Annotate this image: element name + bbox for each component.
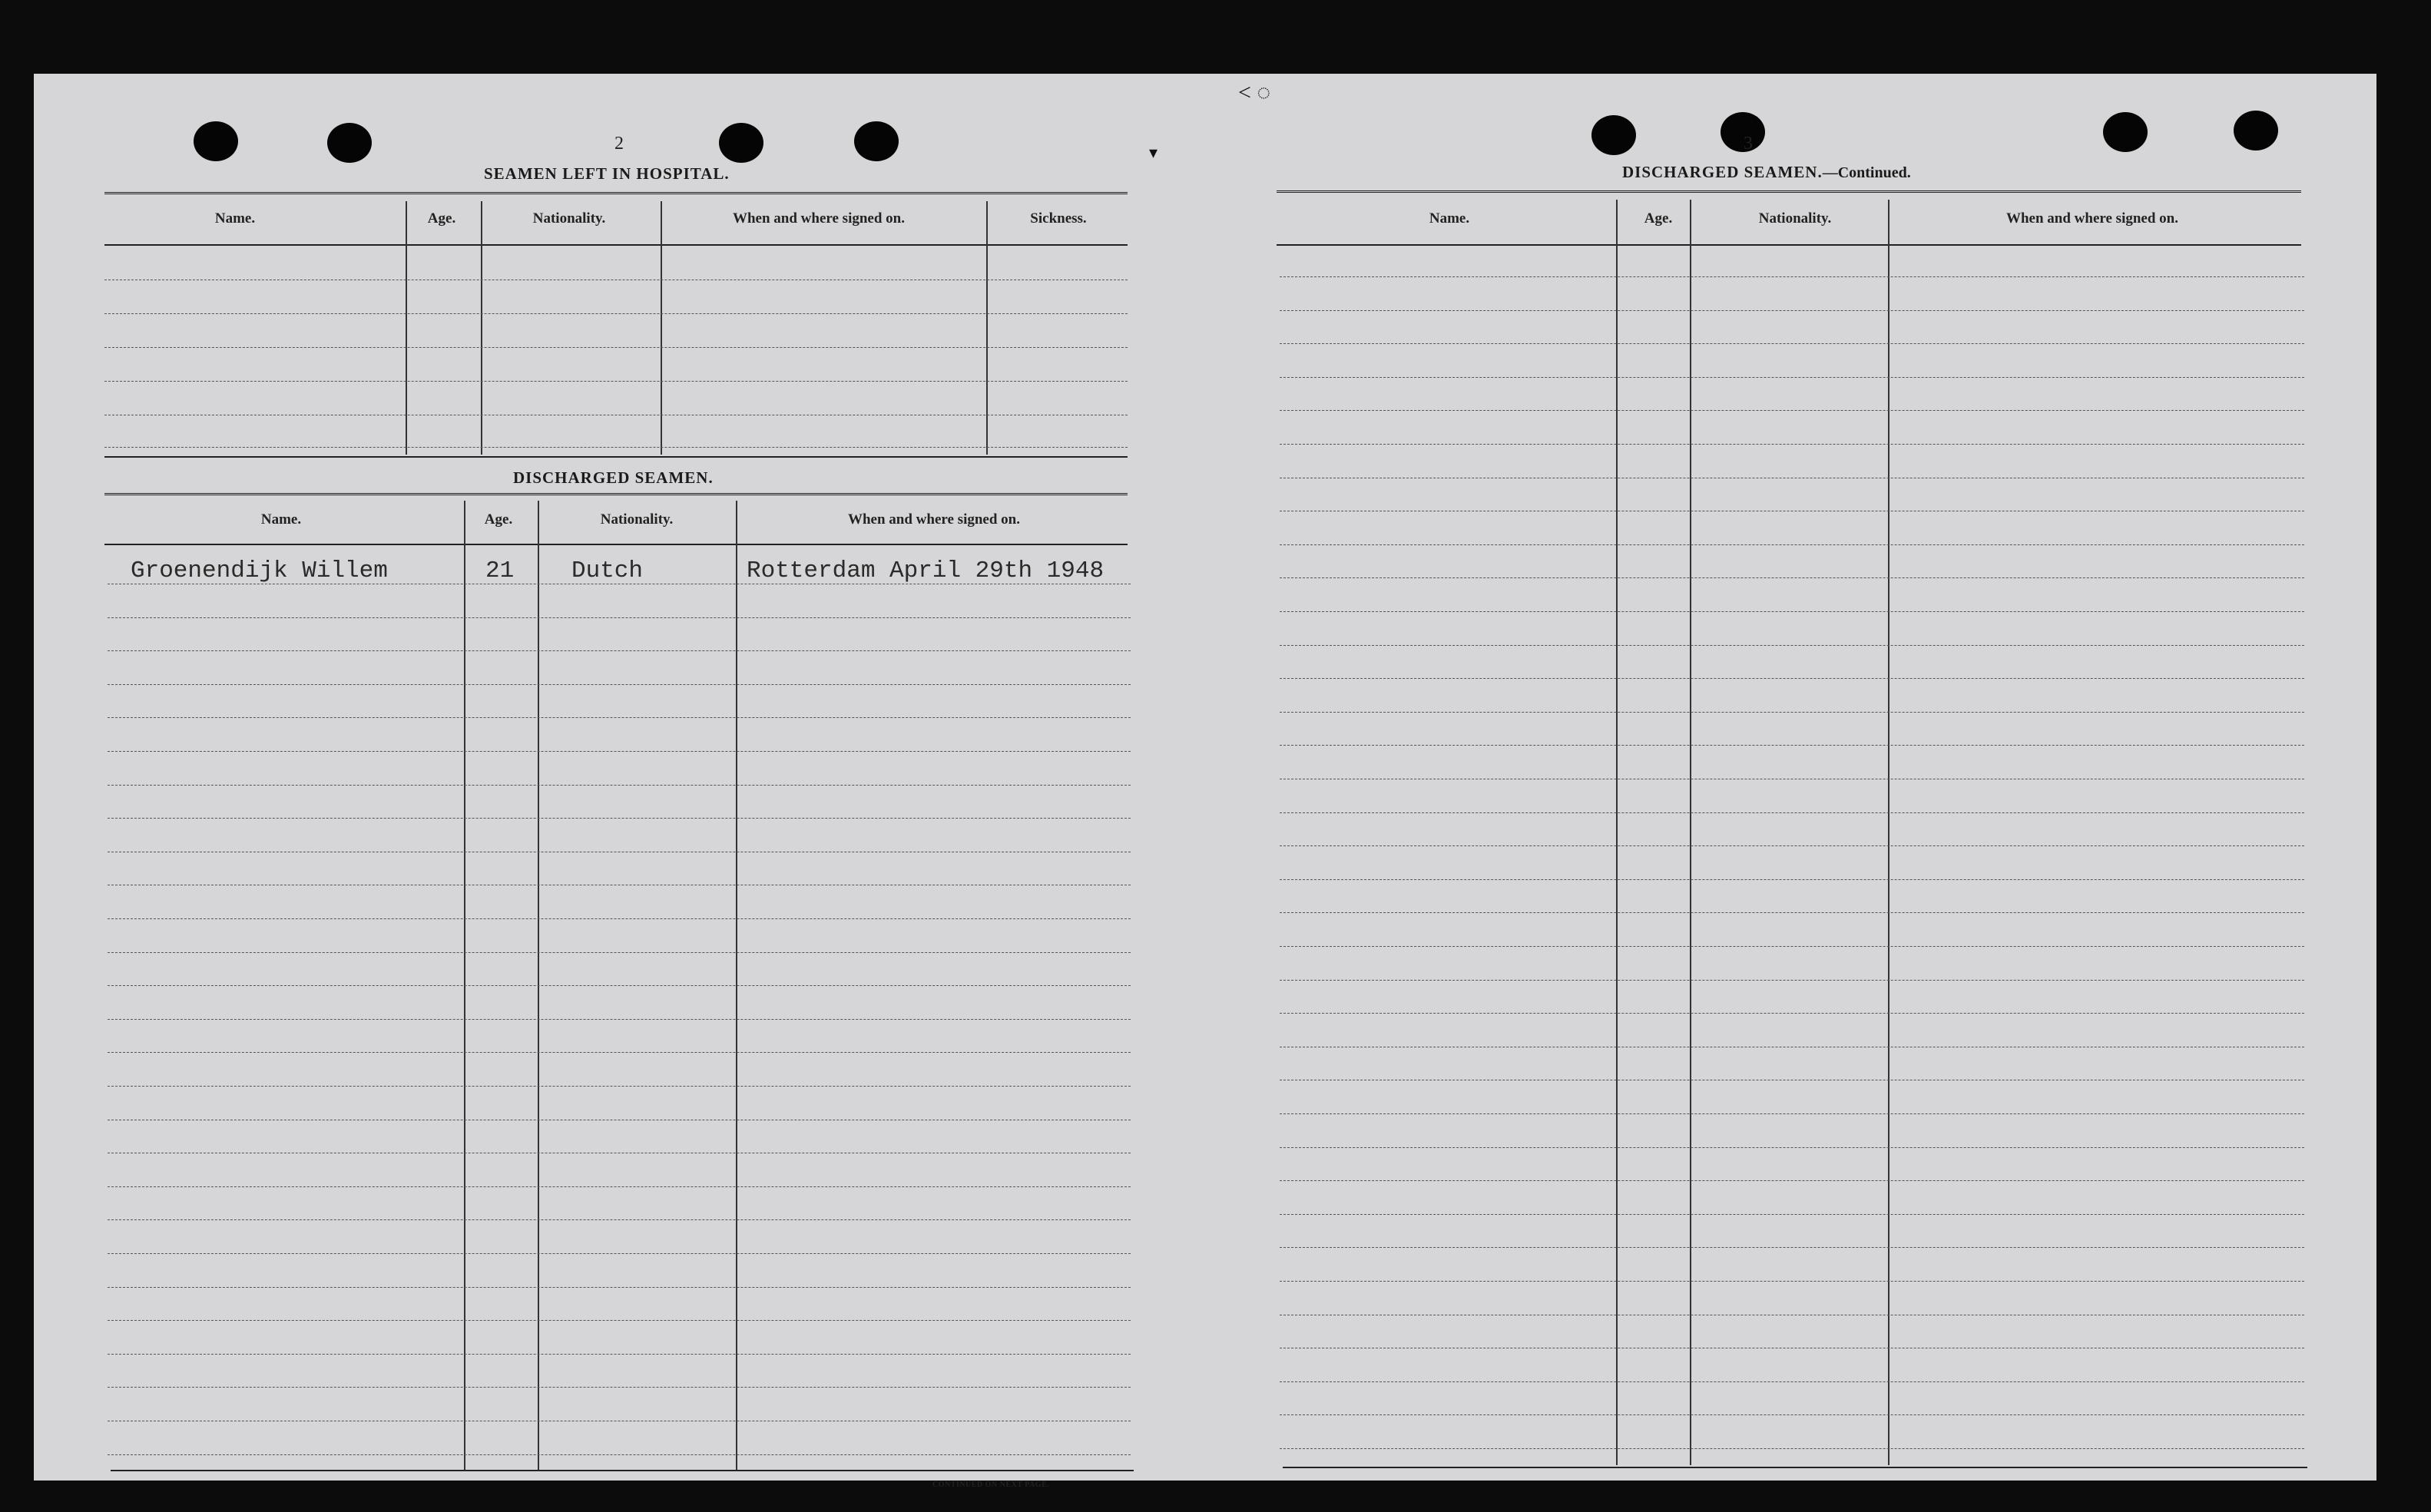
col-name: Name. (260, 511, 302, 528)
page-number-right: 3 (1744, 134, 1753, 154)
entry-line (1280, 812, 2304, 813)
entry-line (1280, 1448, 2304, 1449)
punch-hole (719, 123, 763, 163)
seaman-signed-on: Rotterdam April 29th 1948 (747, 557, 1105, 584)
entry-line (104, 381, 1128, 382)
entry-line (1280, 1147, 2304, 1148)
punch-hole (1591, 115, 1636, 155)
col-sickness: Sickness. (1030, 210, 1087, 227)
col-divider (1616, 200, 1618, 1465)
entry-line (1280, 1281, 2304, 1282)
col-signed-on: When and where signed on. (2005, 210, 2178, 227)
entry-line (108, 1454, 1131, 1455)
seaman-age: 21 (485, 557, 515, 584)
col-divider (986, 201, 988, 455)
col-nationality: Nationality. (532, 210, 606, 227)
col-age: Age. (1644, 210, 1673, 227)
entry-line (1280, 1013, 2304, 1014)
entry-line (1280, 1381, 2304, 1382)
col-divider (1690, 200, 1691, 1465)
col-name: Name. (214, 210, 256, 227)
entry-line (108, 1253, 1131, 1254)
entry-line (1280, 544, 2304, 545)
entry-line (108, 952, 1131, 953)
entry-line (108, 1287, 1131, 1288)
entry-line (108, 1186, 1131, 1187)
entry-line (108, 818, 1131, 819)
discharged-continued-title (1622, 163, 1911, 182)
hospital-top-rule (104, 192, 1128, 197)
seaman-nationality: Dutch (571, 557, 644, 584)
col-nationality: Nationality. (600, 511, 674, 528)
punch-hole (1721, 112, 1765, 152)
entry-line (108, 1320, 1131, 1321)
entry-line (1280, 1214, 2304, 1215)
entry-line (108, 1354, 1131, 1355)
title-text: DISCHARGED SEAMEN. (1622, 163, 1823, 181)
entry-line (108, 1387, 1131, 1388)
entry-line (104, 447, 1128, 448)
page-number-left: 2 (614, 134, 624, 154)
hospital-section-title: SEAMEN LEFT IN HOSPITAL. (484, 164, 730, 183)
entry-line (1280, 343, 2304, 344)
col-signed-on: When and where signed on. (732, 210, 905, 227)
entry-line (1280, 276, 2304, 277)
entry-line (108, 918, 1131, 919)
punch-hole (2103, 112, 2148, 152)
col-nationality: Nationality. (1758, 210, 1832, 227)
scan-mark: ˂ ◌ (1238, 80, 1271, 105)
entry-line (1280, 946, 2304, 947)
entry-line (108, 717, 1131, 718)
entry-line (1280, 912, 2304, 913)
col-divider (481, 201, 482, 455)
entry-line (108, 751, 1131, 752)
entry-line (104, 347, 1128, 348)
col-divider (406, 201, 407, 455)
hospital-bottom-rule (104, 456, 1128, 458)
right-header-rule (1277, 244, 2301, 246)
entry-line (1280, 645, 2304, 646)
entry-line (1280, 377, 2304, 378)
entry-line (108, 785, 1131, 786)
entry-line (1280, 1414, 2304, 1415)
entry-line (1280, 611, 2304, 612)
discharged-bottom-rule (111, 1470, 1134, 1471)
punch-hole (2234, 111, 2278, 151)
right-bottom-rule (1283, 1467, 2307, 1468)
col-age: Age. (427, 210, 456, 227)
entry-line (108, 684, 1131, 685)
scan-mark: ▾ (1149, 143, 1158, 162)
entry-line (1280, 980, 2304, 981)
col-divider (1888, 200, 1889, 1465)
discharged-top-rule (104, 493, 1128, 498)
punch-hole (194, 121, 238, 161)
document-sheet (34, 74, 2376, 1489)
entry-line (1280, 745, 2304, 746)
punch-hole (327, 123, 372, 163)
entry-line (108, 1019, 1131, 1020)
entry-line (1280, 410, 2304, 411)
entry-line (1280, 444, 2304, 445)
title-suffix: —Continued. (1822, 164, 1911, 181)
entry-line (1280, 310, 2304, 311)
entry-line (1280, 845, 2304, 846)
entry-line (1280, 879, 2304, 880)
discharged-header-rule (104, 544, 1128, 545)
entry-line (1280, 577, 2304, 578)
col-age: Age. (484, 511, 513, 528)
entry-line (1280, 678, 2304, 679)
entry-line (1280, 712, 2304, 713)
entry-line (108, 985, 1131, 986)
punch-hole (854, 121, 899, 161)
entry-line (108, 1052, 1131, 1053)
entry-line (108, 1086, 1131, 1087)
col-name: Name. (1429, 210, 1470, 227)
hospital-header-rule (104, 244, 1128, 246)
col-divider (661, 201, 662, 455)
seaman-name: Groenendijk Willem (131, 557, 388, 584)
entry-line (1280, 1180, 2304, 1181)
entry-line (1280, 1113, 2304, 1114)
col-signed-on: When and where signed on. (847, 511, 1020, 528)
entry-line (108, 650, 1131, 651)
discharged-section-title: DISCHARGED SEAMEN. (513, 468, 714, 487)
entry-line (1280, 1247, 2304, 1248)
continued-note: CONTINUED ON NEXT PAGE. (932, 1481, 1050, 1489)
entry-line (104, 313, 1128, 314)
entry-line (108, 617, 1131, 618)
right-top-rule (1277, 190, 2301, 195)
entry-line (108, 1219, 1131, 1220)
